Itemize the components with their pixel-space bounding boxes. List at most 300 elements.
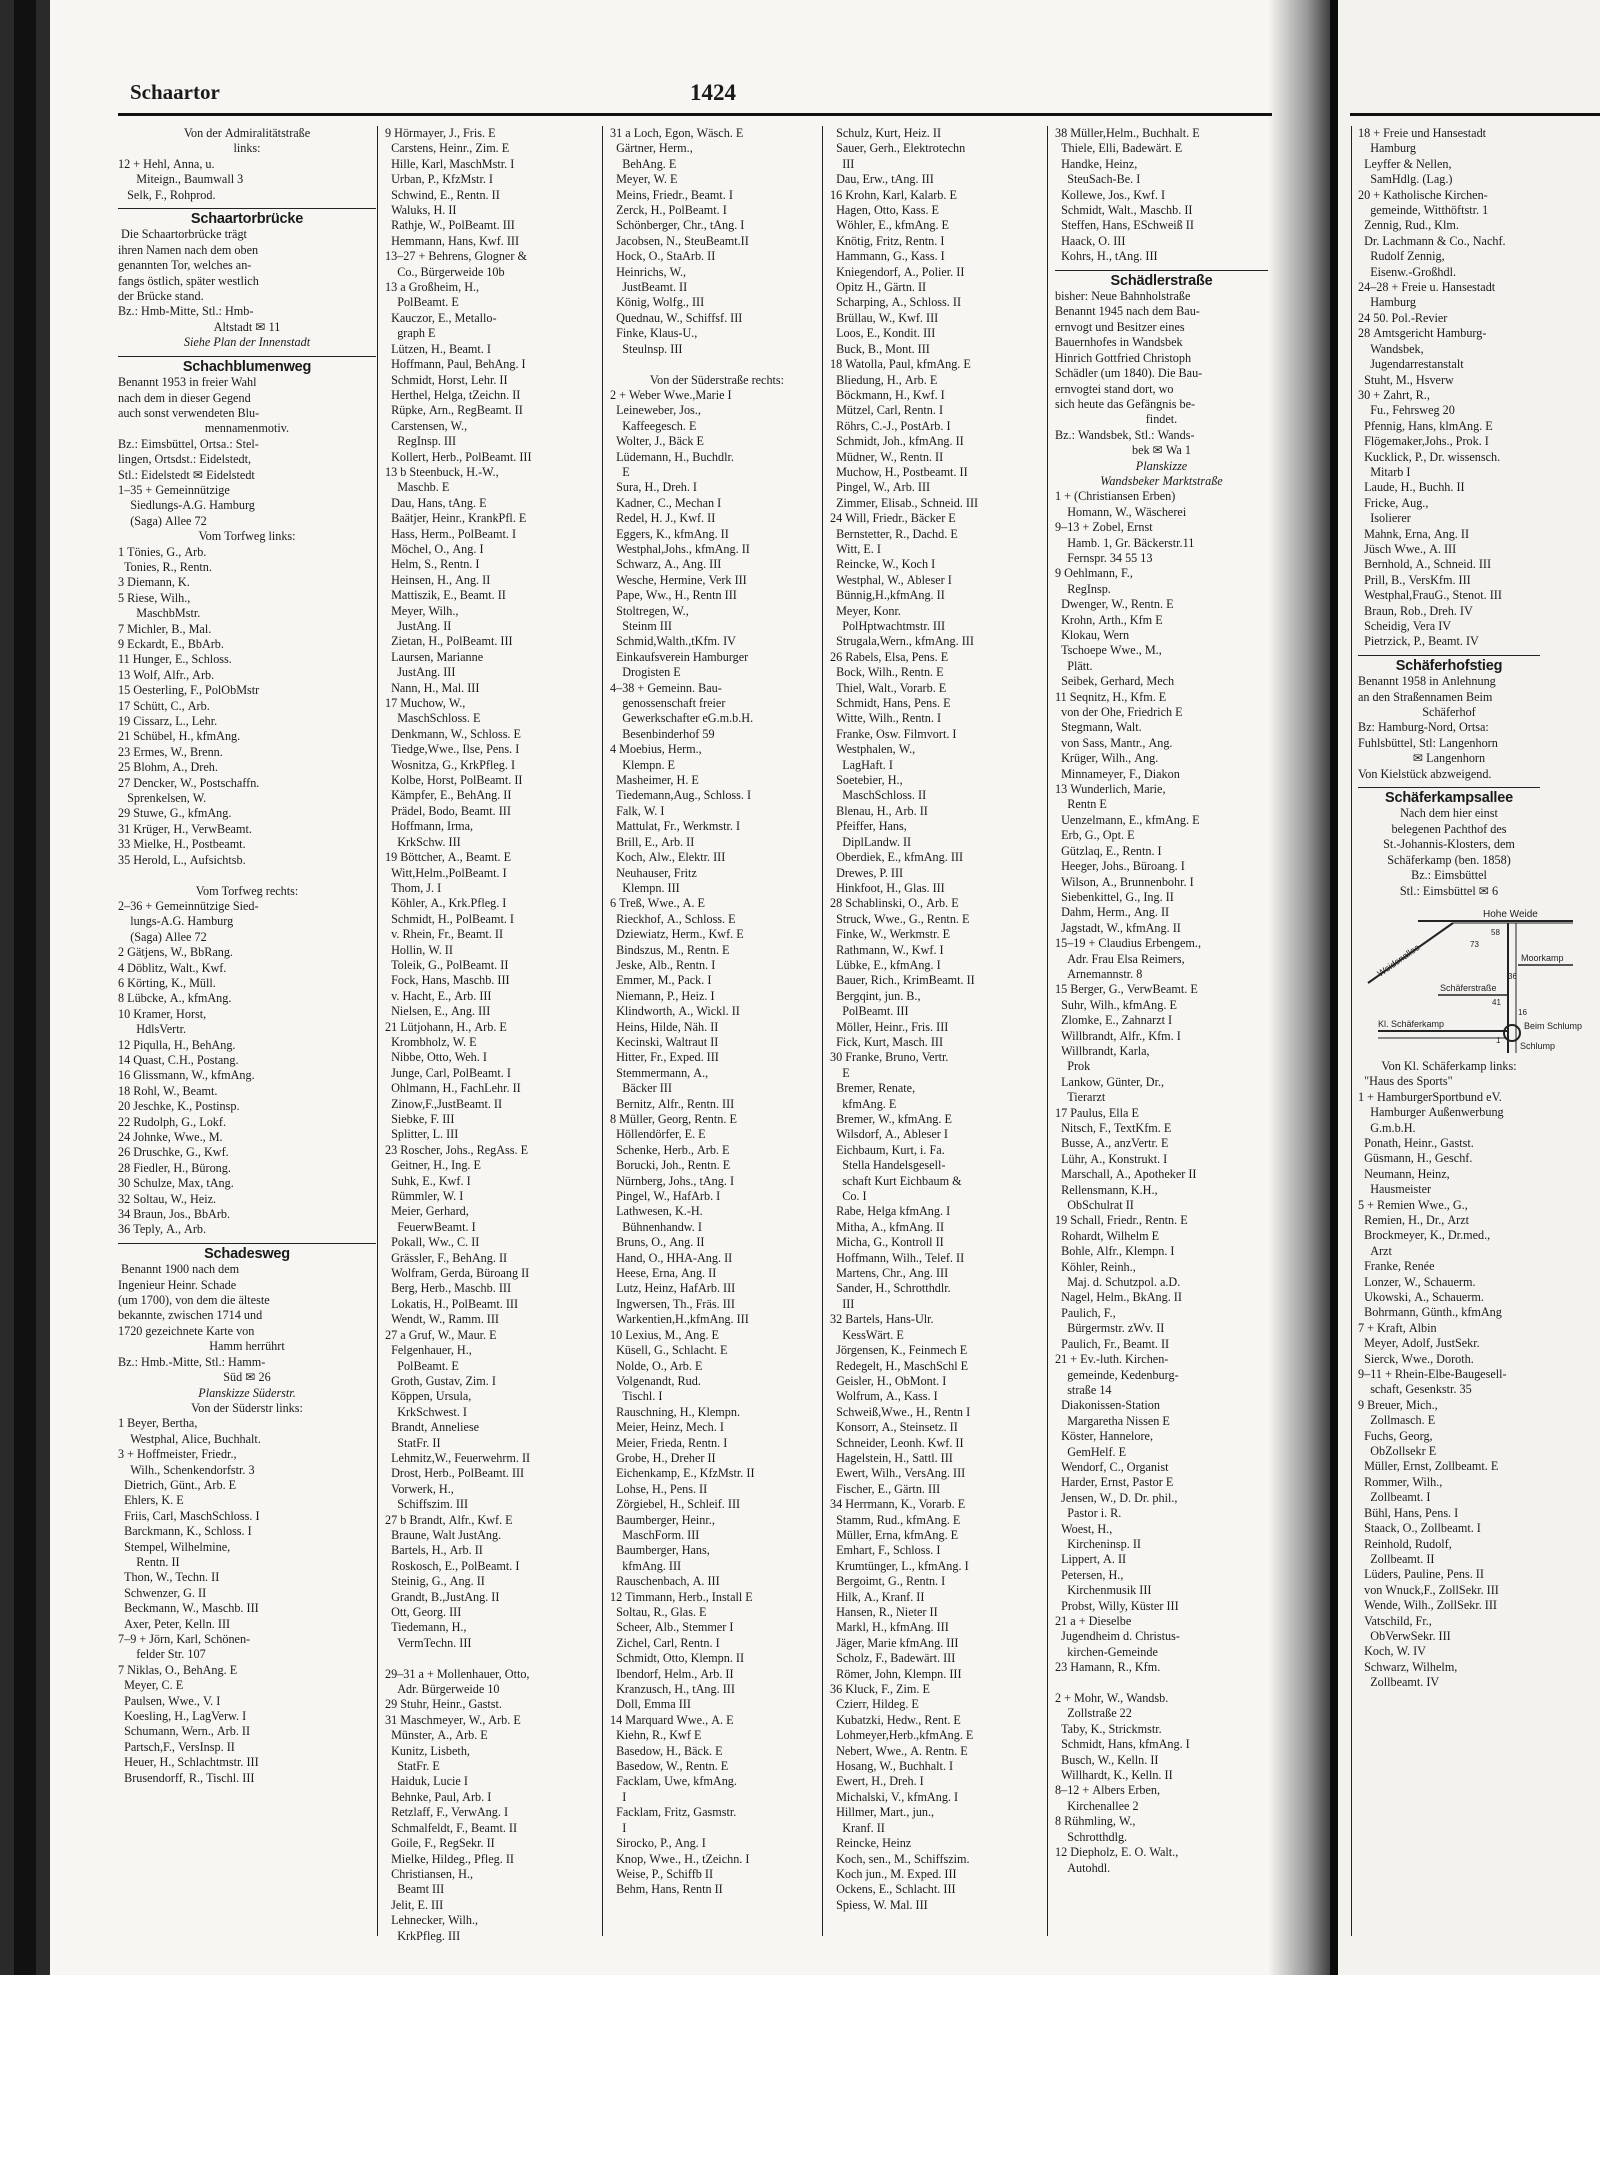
directory-entry: 10 Kramer, Horst,: [118, 1006, 207, 1021]
directory-entry: Benannt 1945 nach dem Bau-: [1055, 304, 1200, 319]
directory-entry: Schmid,Walth.,tKfm. IV: [610, 634, 736, 649]
directory-entry: gemeinde, Witthöftstr. 1: [1358, 203, 1489, 218]
directory-entry: Basedow, W., Rentn. E: [610, 1759, 729, 1774]
directory-entry: Schmidt, Otto, Klempn. II: [610, 1651, 745, 1666]
directory-entry: Pape, Ww., H., Rentn III: [610, 588, 737, 603]
directory-entry: Klokau, Wern: [1055, 628, 1130, 642]
directory-entry: Konsorr, A., Steinsetz. II: [830, 1420, 958, 1435]
directory-entry: Meier, Heinz, Mech. I: [610, 1420, 724, 1435]
directory-entry: E: [830, 1065, 850, 1080]
directory-entry: Mattiszik, E., Beamt. II: [385, 588, 506, 603]
directory-entry: Eggers, K., kfmAng. II: [610, 526, 729, 541]
directory-entry: Ewert, H., Dreh. I: [830, 1774, 924, 1789]
street-note: Von der Süderstraße rechts:: [649, 372, 785, 387]
directory-entry: nach dem in dieser Gegend: [118, 390, 251, 405]
street-note: Schäferhof: [1422, 705, 1476, 720]
directory-entry: graph E: [385, 326, 436, 341]
spacer: [610, 357, 824, 372]
directory-entry: 30 Schulze, Max, tAng.: [118, 1176, 234, 1191]
directory-entry: Heese, Erna, Ang. II: [610, 1266, 717, 1281]
directory-entry: Müller, Ernst, Zollbeamt. E: [1358, 1459, 1499, 1474]
map-label-schlump: Schlump: [1520, 1040, 1556, 1051]
directory-entry: Jeske, Alb., Rentn. I: [610, 957, 716, 972]
directory-entry: Ukowski, A., Schauerm.: [1358, 1290, 1484, 1304]
directory-entry: 23 Ermes, W., Brenn.: [118, 744, 223, 759]
directory-entry: Siebke, F. III: [385, 1112, 455, 1126]
directory-entry: Bünnig,H.,kfmAng. II: [830, 588, 945, 603]
directory-entry: Kucklick, P., Dr. wissensch.: [1358, 449, 1501, 464]
directory-entry: 2–36 + Gemeinnützige Sied-: [118, 898, 259, 913]
directory-entry: Suhr, Wilh., kfmAng. E: [1055, 997, 1177, 1012]
directory-entry: VermTechn. III: [385, 1635, 472, 1650]
directory-entry: Einkaufsverein Hamburger: [610, 649, 749, 664]
directory-entry: Czierr, Hildeg. E: [830, 1697, 919, 1712]
directory-entry: Bühl, Hans, Pens. I: [1358, 1505, 1459, 1520]
directory-entry: Junge, Carl, PolBeamt. I: [385, 1065, 511, 1080]
directory-entry: Thiel, Walt., Vorarb. E: [830, 680, 947, 695]
directory-entry: Pfennig, Hans, klmAng. E: [1358, 418, 1493, 433]
directory-entry: Emhart, F., Schloss. I: [830, 1543, 941, 1558]
directory-entry: 8 Rühmling, W.,: [1055, 1814, 1136, 1829]
directory-entry: Prill, B., VersKfm. III: [1358, 572, 1471, 587]
directory-entry: Dr. Lachmann & Co., Nachf.: [1358, 233, 1506, 248]
directory-entry: Lippert, A. II: [1055, 1552, 1127, 1567]
directory-entry: Braune, Walt JustAng.: [385, 1527, 502, 1542]
directory-entry: 18 Watolla, Paul, kfmAng. E: [830, 357, 971, 372]
directory-entry: Weise, P., Schiffb II: [610, 1866, 714, 1881]
directory-entry: Adr. Frau Elsa Reimers,: [1055, 951, 1185, 966]
directory-entry: 15 Oesterling, F., PolObMstr: [118, 683, 260, 698]
directory-entry: Brusendorff, R., Tischl. III: [118, 1770, 255, 1785]
directory-entry: Denkmann, W., Schloss. E: [385, 726, 521, 741]
directory-entry: (Saga) Allee 72: [118, 513, 207, 528]
directory-entry: ihren Namen nach dem oben: [118, 242, 259, 257]
directory-entry: Wandsbek,: [1358, 341, 1424, 356]
directory-entry: 21 Schübel, H., kfmAng.: [118, 729, 241, 744]
directory-entry: 34 Herrmann, K., Vorarb. E: [830, 1497, 966, 1512]
directory-entry: bekannte, zwischen 1714 und: [118, 1308, 263, 1323]
directory-entry: 13 Wolf, Alfr., Arb.: [118, 667, 215, 682]
directory-entry: Bohrmann, Günth., kfmAng: [1358, 1305, 1502, 1320]
street-note: Von der Süderstr links:: [191, 1400, 303, 1415]
directory-entry: 7–9 + Jörn, Karl, Schönen-: [118, 1632, 251, 1646]
directory-entry: Jugendheim d. Christus-: [1055, 1629, 1180, 1644]
directory-entry: Redegelt, H., MaschSchl E: [830, 1358, 969, 1373]
directory-entry: "Haus des Sports": [1358, 1074, 1453, 1089]
directory-entry: Hoffmann, Paul, BehAng. I: [385, 357, 526, 372]
directory-entry: 28 Amtsgericht Hamburg-: [1358, 326, 1487, 341]
directory-entry: Sirocko, P., Ang. I: [610, 1836, 706, 1851]
directory-entry: Schneider, Leonh. Kwf. II: [830, 1435, 964, 1450]
directory-entry: Redel, H. J., Kwf. II: [610, 511, 716, 526]
directory-entry: DiplLandw. II: [830, 834, 912, 849]
directory-entry: Zollbeamt. IV: [1358, 1675, 1440, 1690]
directory-entry: KessWärt. E: [830, 1327, 904, 1342]
directory-entry: 1–35 + Gemeinnützige: [118, 482, 230, 497]
directory-entry: Bergqint, jun. B.,: [830, 988, 921, 1003]
directory-entry: Hoffmann, Irma,: [385, 819, 474, 834]
directory-entry: ernvogtei stand dort, wo: [1055, 381, 1174, 396]
directory-entry: E: [610, 464, 630, 479]
directory-entry: 9 Hörmayer, J., Fris. E: [385, 126, 496, 140]
directory-column-4: [830, 126, 1048, 1913]
directory-entry: Tischl. I: [610, 1389, 663, 1404]
directory-entry: Steinig, G., Ang. II: [385, 1574, 485, 1589]
street-heading: Schäferhofstieg: [1358, 655, 1540, 674]
directory-entry: Grobe, H., Dreher II: [610, 1450, 716, 1465]
directory-entry: Benannt 1953 in freier Wahl: [118, 375, 257, 390]
directory-entry: auch sonst verwendeten Blu-: [118, 405, 260, 420]
directory-entry: ObVerwSekr. III: [1358, 1628, 1451, 1643]
directory-entry: Beamt III: [385, 1882, 445, 1897]
directory-entry: Stella Handelsgesell-: [830, 1158, 946, 1173]
directory-entry: 27 a Gruf, W., Maur. E: [385, 1327, 497, 1342]
directory-entry: Kadner, C., Mechan I: [610, 495, 722, 510]
directory-entry: Behnke, Paul, Arb. I: [385, 1789, 492, 1804]
directory-entry: Bz.: Hmb.-Mitte, Stl.: Hamm-: [118, 1354, 266, 1369]
directory-entry: Schenke, Herb., Arb. E: [610, 1142, 730, 1157]
directory-entry: Scheer, Alb., Stemmer I: [610, 1620, 734, 1635]
directory-entry: Finke, W., Werkmstr. E: [830, 927, 951, 942]
directory-entry: Staack, O., Zollbeamt. I: [1358, 1521, 1481, 1536]
directory-entry: 13 a Großheim, H.,: [385, 280, 480, 295]
directory-entry: 9–11 + Rhein-Elbe-Baugesell-: [1358, 1367, 1507, 1382]
directory-entry: Kranzusch, H., tAng. III: [610, 1682, 735, 1697]
directory-entry: Christiansen, H.,: [385, 1866, 474, 1881]
directory-entry: 21 a + Dieselbe: [1055, 1614, 1132, 1628]
directory-entry: G.m.b.H.: [1358, 1120, 1416, 1135]
directory-entry: 23 Hamann, R., Kfm.: [1055, 1660, 1161, 1675]
directory-entry: Bz: Hamburg-Nord, Ortsa:: [1358, 720, 1489, 735]
directory-entry: Rüpke, Arn., RegBeamt. II: [385, 403, 523, 418]
directory-entry: Heeger, Johs., Büroang. I: [1055, 859, 1185, 874]
directory-entry: Dziewiatz, Herm., Kwf. E: [610, 927, 744, 942]
directory-entry: Ockens, E., Schlacht. III: [830, 1882, 956, 1897]
directory-entry: Taby, K., Strickmstr.: [1055, 1721, 1162, 1736]
directory-entry: Bz.: Hmb-Mitte, Stl.: Hmb-: [118, 304, 254, 319]
directory-entry: Bz.: Wandsbek, Stl.: Wands-: [1055, 427, 1195, 442]
directory-entry: Brandt, Anneliese: [385, 1420, 480, 1435]
directory-entry: Strugala,Wern., kfmAng. III: [830, 634, 974, 649]
directory-entry: Bliedung, H., Arb. E: [830, 372, 938, 387]
directory-entry: Homann, W., Wäscherei: [1055, 504, 1187, 519]
directory-entry: Meyer, C. E: [118, 1678, 184, 1693]
directory-entry: Kiehn, R., Kwf E: [610, 1728, 702, 1743]
directory-entry: Paulsen, Wwe., V. I: [118, 1693, 221, 1708]
map-number-1: 1: [1496, 1035, 1501, 1045]
directory-entry: PolBeamt. III: [830, 1004, 909, 1019]
directory-entry: Schwarz, Wilhelm,: [1358, 1659, 1458, 1674]
directory-entry: Koch, sen., M., Schiffszim.: [830, 1851, 970, 1866]
directory-entry: Meier, Gerhard,: [385, 1204, 469, 1219]
directory-entry: Wolfrum, A., Kass. I: [830, 1389, 938, 1404]
directory-entry: Westphal, W., Ableser I: [830, 572, 952, 587]
directory-column-5: [1055, 126, 1268, 1876]
directory-entry: Franke, Renée: [1358, 1259, 1435, 1274]
directory-entry: 7 + Kraft, Albin: [1358, 1320, 1437, 1335]
directory-entry: StatFr. E: [385, 1759, 440, 1774]
directory-entry: Wosnitza, G., KrkPfleg. I: [385, 757, 516, 772]
scan-binding-strip: [14, 0, 36, 2000]
directory-entry: Von Kielstück abzweigend.: [1358, 766, 1492, 781]
directory-entry: Rentn E: [1055, 797, 1107, 812]
directory-entry: 32 Bartels, Hans-Ulr.: [830, 1312, 934, 1327]
directory-entry: Bartels, H., Arb. II: [385, 1543, 483, 1558]
directory-entry: RegInsp. III: [385, 434, 457, 449]
directory-entry: Marschall, A., Apotheker II: [1055, 1167, 1197, 1182]
directory-entry: Gützlaq, E., Rentn. I: [1055, 843, 1162, 858]
directory-entry: von Wnuck,F., ZollSekr. III: [1358, 1582, 1499, 1597]
directory-entry: Finke, Klaus-U.,: [610, 326, 698, 341]
directory-entry: 30 Franke, Bruno, Vertr.: [830, 1050, 949, 1065]
directory-entry: Schädler (um 1840). Die Bau-: [1055, 366, 1203, 381]
directory-entry: Hoffmann, Wilh., Telef. II: [830, 1250, 965, 1265]
directory-entry: Westphal, Alice, Buchhalt.: [118, 1431, 261, 1446]
directory-entry: Leyffer & Nellen,: [1358, 156, 1452, 171]
directory-entry: Toleik, G., PolBeamt. II: [385, 957, 509, 972]
directory-entry: Herthel, Helga, tZeichn. II: [385, 387, 521, 402]
directory-entry: Grandt, B.,JustAng. II: [385, 1589, 500, 1604]
directory-entry: Flögemaker,Johs., Prok. I: [1358, 434, 1489, 449]
directory-entry: Bock, Wilh., Rentn. E: [830, 665, 944, 680]
directory-entry: 2 + Mohr, W., Wandsb.: [1055, 1691, 1169, 1706]
directory-entry: 9 Breuer, Mich.,: [1358, 1397, 1438, 1412]
street-note: St.-Johannis-Klosters, dem: [1383, 837, 1515, 852]
directory-entry: Rudolf Zennig,: [1358, 249, 1445, 264]
directory-entry: Bauer, Rich., KrimBeamt. II: [830, 973, 975, 988]
street-map-sketch: [1358, 903, 1583, 1053]
directory-entry: Baätjer, Heinr., KrankPfl. E: [385, 511, 527, 526]
directory-entry: Nürnberg, Johs., tAng. I: [610, 1173, 735, 1188]
directory-entry: der Brücke stand.: [118, 289, 204, 304]
directory-entry: Hamburg: [1358, 295, 1416, 310]
directory-entry: 31 Krüger, H., VerwBeamt.: [118, 821, 252, 836]
directory-entry: Schönberger, Chr., tAng. I: [610, 218, 745, 233]
directory-entry: Quednau, W., Schiffsf. III: [610, 310, 743, 325]
directory-entry: Zimmer, Elisab., Schneid. III: [830, 495, 979, 510]
directory-entry: Witte, Wilh., Rentn. I: [830, 711, 942, 726]
directory-entry: Soetebier, H.,: [830, 773, 903, 788]
directory-entry: 12 + Hehl, Anna, u.: [118, 156, 215, 171]
directory-entry: Krombholz, W. E: [385, 1034, 477, 1049]
directory-entry: I: [610, 1820, 627, 1835]
directory-column-1: [118, 126, 376, 1786]
directory-entry: Steinm III: [610, 619, 672, 633]
directory-entry: Schiffszim. III: [385, 1497, 469, 1512]
directory-entry: Busse, A., anzVertr. E: [1055, 1136, 1169, 1151]
directory-entry: Lokatis, H., PolBeamt. III: [385, 1296, 519, 1311]
directory-entry: Nibbe, Otto, Weh. I: [385, 1050, 487, 1065]
directory-entry: Hille, Karl, MaschMstr. I: [385, 156, 515, 171]
directory-entry: 9–13 + Zobel, Ernst: [1055, 520, 1153, 535]
directory-entry: 8–12 + Albers Erben,: [1055, 1783, 1161, 1798]
map-label-beim-schlump: Beim Schlump: [1524, 1020, 1583, 1031]
directory-entry: 14 Marquard Wwe., A. E: [610, 1712, 734, 1727]
directory-entry: Neumann, Heinz,: [1358, 1166, 1450, 1181]
column-separator: [822, 126, 823, 1936]
directory-entry: Tiedemann,Aug., Schloss. I: [610, 788, 752, 803]
directory-entry: Michalski, V., kfmAng. I: [830, 1789, 959, 1804]
directory-entry: Sauer, Gerh., Elektrotechn: [830, 141, 966, 156]
directory-entry: Willbrandt, Alfr., Kfm. I: [1055, 1028, 1181, 1043]
directory-entry: 31 a Loch, Egon, Wäsch. E: [610, 126, 744, 140]
directory-entry: Rümmler, W. I: [385, 1189, 464, 1204]
directory-entry: Schmidt, Joh., kfmAng. II: [830, 434, 964, 449]
directory-entry: 6 Körting, K., Müll.: [118, 975, 216, 990]
directory-entry: Spiess, W. Mal. III: [830, 1897, 928, 1912]
directory-entry: Dau, Erw., tAng. III: [830, 172, 934, 187]
directory-entry: Zollmasch. E: [1358, 1413, 1436, 1428]
directory-entry: Kirchenallee 2: [1055, 1798, 1139, 1813]
directory-entry: Lüdemann, H., Buchdlr.: [610, 449, 734, 464]
directory-entry: Höllendörfer, E. E: [610, 1127, 706, 1142]
directory-entry: 4 Moebius, Herm.,: [610, 742, 702, 757]
directory-entry: Basedow, H., Bäck. E: [610, 1743, 723, 1758]
directory-entry: MaschSchloss. E: [385, 711, 481, 726]
directory-entry: Jacobsen, N., SteuBeamt.II: [610, 233, 749, 248]
map-number-41: 41: [1492, 997, 1501, 1007]
street-heading: Schäferkampsallee: [1358, 787, 1540, 806]
directory-entry: Groth, Gustav, Zim. I: [385, 1373, 496, 1388]
directory-entry: Bz.: Eimsbüttel, Ortsa.: Stel-: [118, 436, 259, 451]
directory-entry: 13–27 + Behrens, Glogner &: [385, 249, 527, 264]
directory-entry: Kohrs, H., tAng. III: [1055, 249, 1158, 264]
directory-entry: 24 Will, Friedr., Bäcker E: [830, 511, 956, 526]
directory-entry: Arnemannstr. 8: [1055, 966, 1143, 981]
spacer: [385, 1651, 603, 1666]
directory-entry: Markl, H., kfmAng. III: [830, 1620, 949, 1635]
directory-entry: Bernstetter, R., Dachd. E: [830, 526, 958, 541]
spacer: [1055, 1676, 1268, 1691]
directory-entry: Dietrich, Günt., Arb. E: [118, 1477, 237, 1492]
directory-entry: 24 Johnke, Wwe., M.: [118, 1130, 223, 1144]
directory-entry: Leineweber, Jos.,: [610, 403, 701, 418]
directory-entry: Hollin, W. II: [385, 942, 453, 957]
directory-entry: MaschSchloss. II: [830, 788, 927, 803]
directory-entry: Loos, E., Kondit. III: [830, 326, 936, 341]
directory-entry: Schmalfeldt, F., Beamt. II: [385, 1820, 518, 1835]
directory-entry: 14 Quast, C.H., Postang.: [118, 1052, 239, 1067]
directory-entry: Friis, Carl, MaschSchloss. I: [118, 1508, 260, 1523]
directory-entry: Siebenkittel, G., Ing. II: [1055, 889, 1174, 904]
directory-entry: Klindworth, A., Wickl. II: [610, 1004, 740, 1019]
directory-entry: Bremer, W., kfmAng. E: [830, 1112, 952, 1126]
directory-entry: RegInsp.: [1055, 581, 1111, 596]
directory-entry: Dau, Hans, tAng. E: [385, 495, 487, 510]
directory-entry: Gärtner, Herm.,: [610, 141, 693, 156]
directory-entry: lungs-A.G. Hamburg: [118, 914, 234, 929]
directory-entry: Jäger, Marie kfmAng. III: [830, 1635, 959, 1650]
directory-entry: Siedlungs-A.G. Hamburg: [118, 498, 255, 513]
directory-entry: Splitter, L. III: [385, 1127, 459, 1142]
directory-entry: Ingenieur Heinr. Schade: [118, 1277, 237, 1292]
directory-entry: ernvogt und Besitzer eines: [1055, 319, 1185, 334]
directory-entry: Knötig, Fritz, Rentn. I: [830, 233, 945, 248]
directory-entry: Besenbinderhof 59: [610, 726, 715, 741]
directory-entry: MaschbMstr.: [118, 606, 201, 621]
directory-entry: Muchow, H., Postbeamt. II: [830, 464, 968, 479]
directory-entry: HdlsVertr.: [118, 1022, 187, 1037]
directory-entry: 36 Kluck, F., Zim. E: [830, 1682, 930, 1697]
directory-entry: 1 Beyer, Bertha,: [118, 1416, 198, 1431]
directory-entry: Müdner, W., Rentn. II: [830, 449, 944, 464]
directory-entry: Kecinski, Waltraut II: [610, 1034, 719, 1049]
directory-entry: StatFr. II: [385, 1435, 441, 1450]
directory-entry: Hamburger Außenwerbung: [1358, 1105, 1504, 1120]
directory-entry: Rellensmann, K.H.,: [1055, 1182, 1158, 1197]
directory-entry: Zennig, Rud., Klm.: [1358, 218, 1459, 233]
directory-entry: 3 + Hoffmeister, Friedr.,: [118, 1447, 237, 1462]
directory-entry: Pfeiffer, Hans,: [830, 819, 907, 834]
directory-entry: KrkSchwest. I: [385, 1404, 467, 1419]
directory-entry: Heins, Hilde, Näh. II: [610, 1019, 719, 1034]
directory-entry: Koesling, H., LagVerw. I: [118, 1709, 247, 1724]
directory-entry: Warkentien,H.,kfmAng. III: [610, 1312, 749, 1327]
directory-entry: Wendorf, C., Organist: [1055, 1459, 1169, 1474]
directory-entry: 9 Oehlmann, F.,: [1055, 566, 1133, 581]
directory-entry: kfmAng. E: [830, 1096, 897, 1111]
directory-entry: Hinrich Gottfried Christoph: [1055, 350, 1192, 365]
directory-entry: Hansen, R., Nieter II: [830, 1605, 938, 1619]
directory-entry: 26 Rabels, Elsa, Pens. E: [830, 649, 949, 664]
directory-entry: Hemmann, Hans, Kwf. III: [385, 233, 520, 248]
directory-entry: Schwarz, A., Ang. III: [610, 557, 722, 572]
street-heading: Schadesweg: [118, 1243, 376, 1262]
directory-entry: Maschb. E: [385, 480, 450, 495]
directory-entry: KrkSchw. III: [385, 834, 461, 849]
directory-entry: (um 1700), von dem die älteste: [118, 1293, 270, 1308]
directory-entry: 17 Paulus, Ella E: [1055, 1105, 1139, 1120]
directory-entry: 8 Müller, Georg, Rentn. E: [610, 1112, 737, 1126]
directory-entry: Laude, H., Buchh. II: [1358, 480, 1465, 495]
directory-entry: 28 Fiedler, H., Bürong.: [118, 1160, 231, 1175]
directory-entry: Fischer, E., Gärtn. III: [830, 1481, 941, 1496]
directory-entry: lingen, Ortsdst.: Eidelstedt,: [118, 452, 252, 467]
directory-entry: Retzlaff, F., VerwAng. I: [385, 1805, 509, 1820]
directory-entry: Bruns, O., Ang. II: [610, 1235, 705, 1250]
directory-entry: Blenau, H., Arb. II: [830, 803, 928, 818]
directory-entry: Neuhauser, Fritz: [610, 865, 697, 880]
street-heading: Schaartorbrücke: [118, 208, 376, 227]
directory-entry: Jugendarrestanstalt: [1358, 357, 1464, 372]
directory-entry: Reincke, Heinz: [830, 1836, 912, 1851]
subway-station-icon: [1504, 1025, 1520, 1041]
directory-entry: Ehlers, K. E: [118, 1493, 184, 1508]
directory-entry: Zollbeamt. I: [1358, 1490, 1431, 1505]
directory-entry: Geisler, H., ObMont. I: [830, 1373, 947, 1388]
directory-entry: Tonies, R., Rentn.: [118, 559, 212, 574]
map-label-schaeferstrasse: Schäferstraße: [1440, 982, 1497, 993]
directory-entry: Doll, Emma III: [610, 1697, 691, 1712]
directory-entry: Miteign., Baumwall 3: [118, 172, 244, 187]
directory-entry: Mahnk, Erna, Ang. II: [1358, 526, 1470, 541]
directory-entry: Oberdiek, E., kfmAng. III: [830, 850, 964, 865]
directory-entry: ObZollsekr E: [1358, 1444, 1437, 1459]
directory-entry: Ott, Georg. III: [385, 1605, 462, 1619]
directory-entry: Pingel, W., HafArb. I: [610, 1189, 721, 1204]
directory-entry: 27 b Brandt, Alfr., Kwf. E: [385, 1512, 513, 1527]
directory-entry: Köhler, Reinh.,: [1055, 1259, 1136, 1274]
directory-entry: Mitarb I: [1358, 464, 1411, 479]
directory-entry: KrkPfleg. III: [385, 1928, 461, 1943]
directory-entry: Heinrichs, W.,: [610, 264, 687, 279]
directory-entry: Drogisten E: [610, 665, 681, 680]
directory-entry: ObSchulrat II: [1055, 1198, 1134, 1213]
street-note: ✉ Langenhorn: [1412, 751, 1486, 766]
directory-entry: 18 Rohl, W., Beamt.: [118, 1083, 218, 1098]
directory-entry: von der Ohe, Friedrich E: [1055, 705, 1183, 720]
directory-entry: 29 Stuwe, G., kfmAng.: [118, 806, 232, 821]
